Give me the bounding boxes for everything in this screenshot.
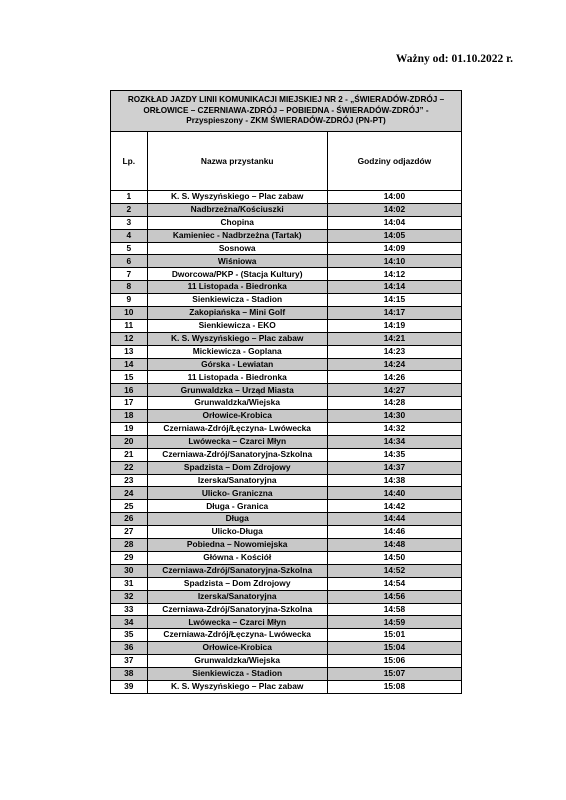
- table-row: [111, 358, 462, 371]
- row-stop-name: Grunwaldzka/Wiejska: [147, 655, 327, 668]
- table-row: [111, 268, 462, 281]
- row-departure-time: 14:32: [327, 423, 461, 436]
- row-departure-time: 14:58: [327, 603, 461, 616]
- row-lp: 29: [111, 551, 148, 564]
- row-departure-time: 14:42: [327, 500, 461, 513]
- row-stop-name: Czerniawa-Zdrój/Łęczyna- Lwówecka: [147, 423, 327, 436]
- row-departure-time: 14:35: [327, 448, 461, 461]
- row-lp: 5: [111, 242, 148, 255]
- row-stop-name: Sienkiewicza - EKO: [147, 319, 327, 332]
- row-departure-time: 14:48: [327, 539, 461, 552]
- row-stop-name: Główna - Kościół: [147, 551, 327, 564]
- row-lp: 14: [111, 358, 148, 371]
- row-departure-time: 14:09: [327, 242, 461, 255]
- table-row: [111, 629, 462, 642]
- row-stop-name: Orłowice-Krobica: [147, 410, 327, 423]
- row-lp: 39: [111, 680, 148, 693]
- valid-from-date: Ważny od: 01.10.2022 r.: [395, 53, 513, 65]
- timetable: [110, 90, 462, 694]
- row-departure-time: 14:37: [327, 461, 461, 474]
- table-row: [111, 229, 462, 242]
- timetable-body: [111, 191, 462, 694]
- row-stop-name: Wiśniowa: [147, 255, 327, 268]
- table-row: [111, 551, 462, 564]
- row-stop-name: Grunwaldzka – Urząd Miasta: [147, 384, 327, 397]
- row-stop-name: Grunwaldzka/Wiejska: [147, 397, 327, 410]
- table-row: [111, 680, 462, 693]
- row-lp: 27: [111, 526, 148, 539]
- row-departure-time: 14:21: [327, 332, 461, 345]
- row-departure-time: 15:08: [327, 680, 461, 693]
- row-lp: 13: [111, 345, 148, 358]
- row-stop-name: Pobiedna – Nowomiejska: [147, 539, 327, 552]
- header-stop-name: Nazwa przystanku: [147, 132, 327, 191]
- row-stop-name: Górska - Lewiatan: [147, 358, 327, 371]
- table-row: [111, 397, 462, 410]
- row-lp: 26: [111, 513, 148, 526]
- row-stop-name: 11 Listopada - Biedronka: [147, 281, 327, 294]
- row-lp: 16: [111, 384, 148, 397]
- row-stop-name: Lwówecka – Czarci Młyn: [147, 435, 327, 448]
- row-lp: 38: [111, 667, 148, 680]
- row-departure-time: 14:10: [327, 255, 461, 268]
- row-lp: 31: [111, 577, 148, 590]
- table-row: [111, 448, 462, 461]
- table-row: [111, 294, 462, 307]
- row-departure-time: 14:14: [327, 281, 461, 294]
- table-row: [111, 332, 462, 345]
- table-row: [111, 242, 462, 255]
- table-row: [111, 345, 462, 358]
- row-stop-name: Czerniawa-Zdrój/Sanatoryjna-Szkolna: [147, 448, 327, 461]
- table-row: [111, 216, 462, 229]
- row-stop-name: K. S. Wyszyńskiego – Plac zabaw: [147, 191, 327, 204]
- table-row: [111, 564, 462, 577]
- table-row: [111, 487, 462, 500]
- timetable-title: ROZKŁAD JAZDY LINII KOMUNIKACJI MIEJSKIEJ NR 2 - „ŚWIERADÓW-ZDRÓJ – ORŁOWICE – CZERNIAWA-ZDRÓJ – POBIEDNA - ŚWIERADÓW-ZDRÓJ” - Przyspieszony - ZKM ŚWIERADÓW-ZDRÓJ (PN-PT): [111, 91, 462, 132]
- row-departure-time: 14:34: [327, 435, 461, 448]
- row-stop-name: Spadzista – Dom Zdrojowy: [147, 577, 327, 590]
- row-lp: 18: [111, 410, 148, 423]
- row-lp: 22: [111, 461, 148, 474]
- row-lp: 4: [111, 229, 148, 242]
- row-lp: 24: [111, 487, 148, 500]
- row-stop-name: Kamieniec - Nadbrzeżna (Tartak): [147, 229, 327, 242]
- table-row: [111, 667, 462, 680]
- row-stop-name: Chopina: [147, 216, 327, 229]
- row-stop-name: Orłowice-Krobica: [147, 642, 327, 655]
- row-stop-name: 11 Listopada - Biedronka: [147, 371, 327, 384]
- row-lp: 1: [111, 191, 148, 204]
- row-lp: 12: [111, 332, 148, 345]
- row-lp: 3: [111, 216, 148, 229]
- header-departure-times: Godziny odjazdów: [327, 132, 461, 191]
- row-departure-time: 14:38: [327, 474, 461, 487]
- table-row: [111, 642, 462, 655]
- table-row: [111, 655, 462, 668]
- table-row: [111, 203, 462, 216]
- row-stop-name: Izerska/Sanatoryjna: [147, 590, 327, 603]
- table-row: [111, 590, 462, 603]
- row-stop-name: Zakopiańska – Mini Golf: [147, 307, 327, 320]
- row-lp: 34: [111, 616, 148, 629]
- row-lp: 35: [111, 629, 148, 642]
- row-lp: 17: [111, 397, 148, 410]
- row-stop-name: Czerniawa-Zdrój/Sanatoryjna-Szkolna: [147, 603, 327, 616]
- row-lp: 32: [111, 590, 148, 603]
- row-departure-time: 15:06: [327, 655, 461, 668]
- row-lp: 36: [111, 642, 148, 655]
- table-row: [111, 423, 462, 436]
- row-stop-name: Sienkiewicza - Stadion: [147, 294, 327, 307]
- row-departure-time: 14:17: [327, 307, 461, 320]
- row-lp: 7: [111, 268, 148, 281]
- row-departure-time: 14:56: [327, 590, 461, 603]
- table-row: [111, 603, 462, 616]
- row-stop-name: Sienkiewicza - Stadion: [147, 667, 327, 680]
- row-lp: 23: [111, 474, 148, 487]
- row-stop-name: Dworcowa/PKP - (Stacja Kultury): [147, 268, 327, 281]
- row-stop-name: Nadbrzeżna/Kościuszki: [147, 203, 327, 216]
- row-departure-time: 14:59: [327, 616, 461, 629]
- row-departure-time: 14:24: [327, 358, 461, 371]
- row-lp: 30: [111, 564, 148, 577]
- row-stop-name: Ulicko- Graniczna: [147, 487, 327, 500]
- row-stop-name: Czerniawa-Zdrój/Sanatoryjna-Szkolna: [147, 564, 327, 577]
- row-departure-time: 14:23: [327, 345, 461, 358]
- row-lp: 2: [111, 203, 148, 216]
- table-row: [111, 281, 462, 294]
- row-stop-name: Mickiewicza - Goplana: [147, 345, 327, 358]
- table-row: [111, 513, 462, 526]
- row-lp: 9: [111, 294, 148, 307]
- row-lp: 20: [111, 435, 148, 448]
- table-row: [111, 371, 462, 384]
- row-lp: 21: [111, 448, 148, 461]
- row-stop-name: Długa - Granica: [147, 500, 327, 513]
- table-row: [111, 474, 462, 487]
- row-departure-time: 14:05: [327, 229, 461, 242]
- table-row: [111, 500, 462, 513]
- row-departure-time: 14:26: [327, 371, 461, 384]
- row-stop-name: Spadzista – Dom Zdrojowy: [147, 461, 327, 474]
- row-departure-time: 14:54: [327, 577, 461, 590]
- row-departure-time: 14:52: [327, 564, 461, 577]
- row-lp: 8: [111, 281, 148, 294]
- row-lp: 28: [111, 539, 148, 552]
- row-departure-time: 15:04: [327, 642, 461, 655]
- row-departure-time: 14:15: [327, 294, 461, 307]
- row-lp: 15: [111, 371, 148, 384]
- table-row: [111, 191, 462, 204]
- table-row: [111, 307, 462, 320]
- header-lp: Lp.: [111, 132, 148, 191]
- table-row: [111, 526, 462, 539]
- table-row: [111, 319, 462, 332]
- row-lp: 6: [111, 255, 148, 268]
- row-stop-name: Czerniawa-Zdrój/Łęczyna- Lwówecka: [147, 629, 327, 642]
- table-row: [111, 435, 462, 448]
- table-row: [111, 410, 462, 423]
- row-departure-time: 15:01: [327, 629, 461, 642]
- row-departure-time: 14:44: [327, 513, 461, 526]
- row-stop-name: Izerska/Sanatoryjna: [147, 474, 327, 487]
- row-departure-time: 14:28: [327, 397, 461, 410]
- table-row: [111, 539, 462, 552]
- row-departure-time: 14:19: [327, 319, 461, 332]
- row-lp: 33: [111, 603, 148, 616]
- row-departure-time: 14:00: [327, 191, 461, 204]
- row-stop-name: Długa: [147, 513, 327, 526]
- row-stop-name: K. S. Wyszyńskiego – Plac zabaw: [147, 332, 327, 345]
- row-lp: 10: [111, 307, 148, 320]
- row-departure-time: 14:40: [327, 487, 461, 500]
- row-departure-time: 14:02: [327, 203, 461, 216]
- row-lp: 37: [111, 655, 148, 668]
- row-departure-time: 14:27: [327, 384, 461, 397]
- table-row: [111, 577, 462, 590]
- row-departure-time: 14:46: [327, 526, 461, 539]
- table-row: [111, 461, 462, 474]
- row-stop-name: Sosnowa: [147, 242, 327, 255]
- row-departure-time: 14:04: [327, 216, 461, 229]
- table-row: [111, 384, 462, 397]
- table-row: [111, 616, 462, 629]
- table-row: [111, 255, 462, 268]
- row-lp: 25: [111, 500, 148, 513]
- row-stop-name: Ulicko-Długa: [147, 526, 327, 539]
- row-lp: 19: [111, 423, 148, 436]
- row-departure-time: 14:12: [327, 268, 461, 281]
- row-departure-time: 15:07: [327, 667, 461, 680]
- row-lp: 11: [111, 319, 148, 332]
- row-departure-time: 14:30: [327, 410, 461, 423]
- row-stop-name: K. S. Wyszyńskiego – Plac zabaw: [147, 680, 327, 693]
- row-departure-time: 14:50: [327, 551, 461, 564]
- row-stop-name: Lwówecka – Czarci Młyn: [147, 616, 327, 629]
